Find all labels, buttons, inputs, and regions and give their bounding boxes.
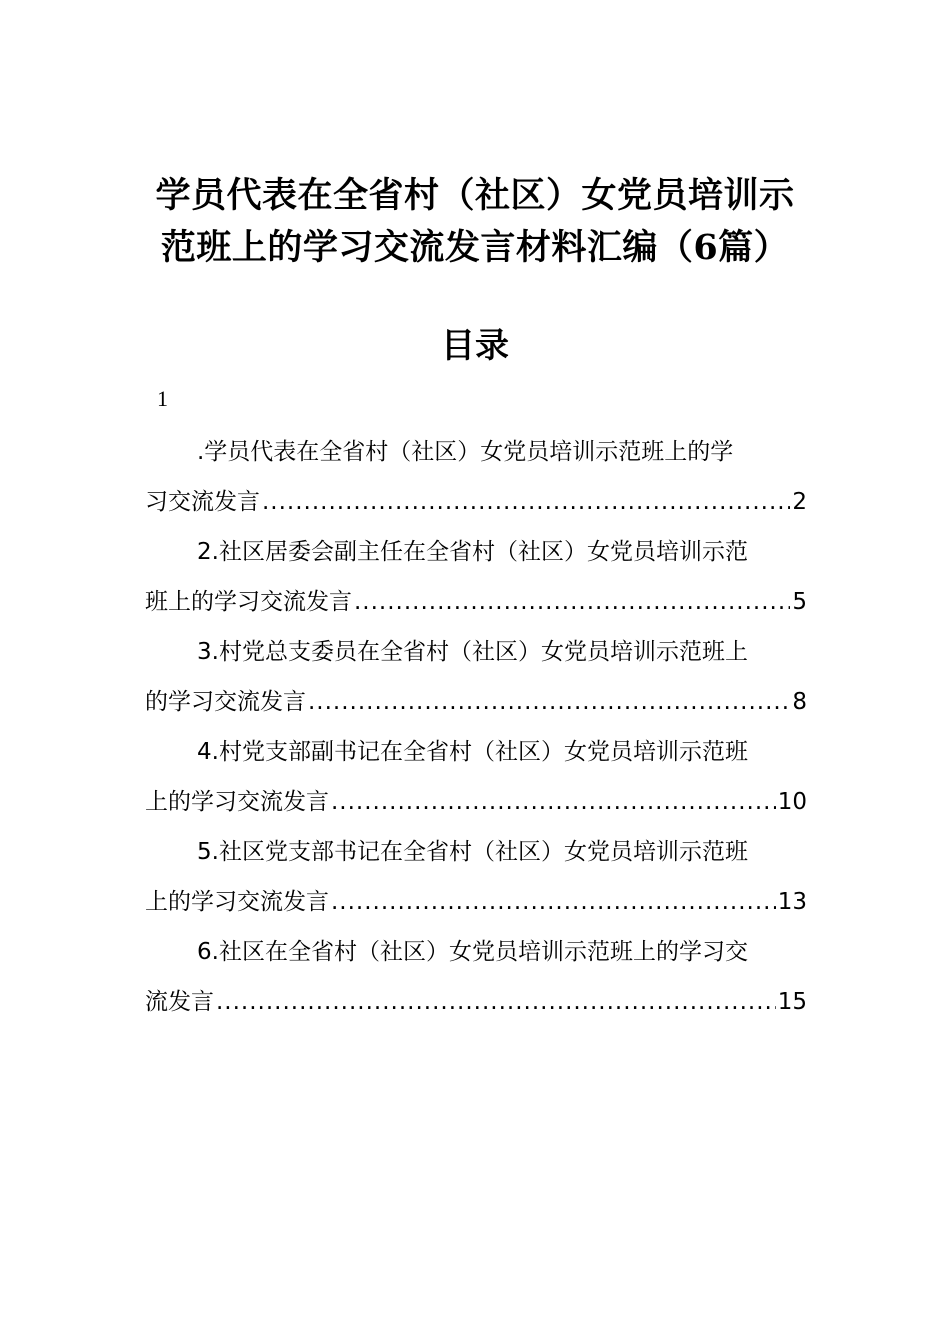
toc-entry-title: 5.社区党支部书记在全省村（社区）女党员培训示范班 (197, 839, 748, 865)
toc-entry-title: 2.社区居委会副主任在全省村（社区）女党员培训示范 (197, 539, 748, 565)
toc-entry-title: 6.社区在全省村（社区）女党员培训示范班上的学习交 (197, 939, 748, 965)
toc-dot-leader (354, 577, 790, 627)
toc-entry-title-continued: 的学习交流发言 (145, 689, 306, 715)
toc-entry[interactable] (145, 927, 807, 1027)
toc-dot-leader (308, 677, 790, 727)
toc-entry-title-continued: 上的学习交流发言 (145, 789, 329, 815)
toc-page-number: 8 (792, 689, 807, 715)
table-of-contents (145, 427, 807, 1027)
document-title-line-1: 学员代表在全省村（社区）女党员培训示 (155, 175, 795, 216)
toc-entry-title-continued: 流发言 (145, 989, 214, 1015)
toc-entry-title: 3.村党总支委员在全省村（社区）女党员培训示范班上 (197, 639, 748, 665)
toc-entry-title-continued: 习交流发言 (145, 489, 260, 515)
toc-entry-title-continued: 班上的学习交流发言 (145, 589, 352, 615)
toc-entry[interactable] (145, 727, 807, 827)
toc-page-number: 2 (792, 489, 807, 515)
toc-entry[interactable] (145, 827, 807, 927)
toc-heading: 目录 (441, 326, 509, 366)
toc-page-number: 5 (792, 589, 807, 615)
toc-entry[interactable] (145, 427, 807, 527)
document-title (140, 170, 810, 274)
document-title-line-2: 范班上的学习交流发言材料汇编（6篇） (160, 227, 790, 268)
stray-number: 1 (157, 386, 168, 411)
toc-dot-leader (262, 477, 790, 527)
toc-entry[interactable] (145, 627, 807, 727)
toc-page-number: 13 (777, 889, 807, 915)
toc-entry-title: .学员代表在全省村（社区）女党员培训示范班上的学 (197, 439, 734, 465)
toc-page-number: 10 (777, 789, 807, 815)
toc-entry[interactable] (145, 527, 807, 627)
toc-dot-leader (216, 977, 776, 1027)
toc-entry-title: 4.村党支部副书记在全省村（社区）女党员培训示范班 (197, 739, 748, 765)
toc-dot-leader (331, 777, 776, 827)
toc-dot-leader (331, 877, 776, 927)
toc-page-number: 15 (777, 989, 807, 1015)
toc-entry-title-continued: 上的学习交流发言 (145, 889, 329, 915)
